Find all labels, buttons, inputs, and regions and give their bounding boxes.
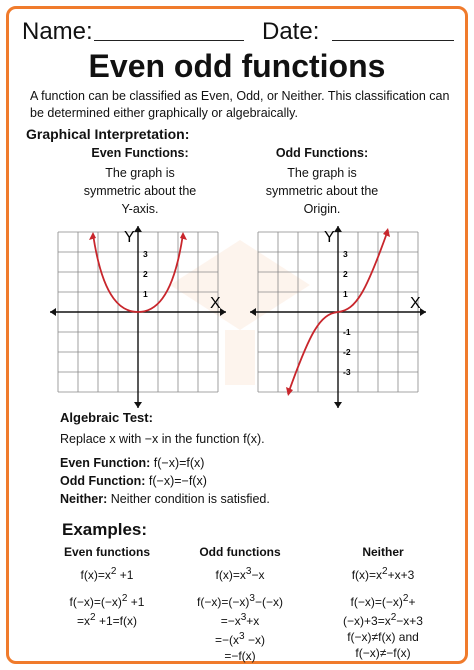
odd-desc-line3: Origin. [303,202,341,216]
odd-description [242,164,402,218]
neither-example-line5: f(−x)≠−f(x) [355,646,411,660]
even-desc-line3: Y-axis. [121,202,159,216]
odd-tick-neg2: -2 [343,347,351,357]
neither-rule-row [60,492,270,506]
header-row [22,18,457,48]
even-heading: Even Functions: [91,146,189,160]
odd-rule-row [60,474,207,488]
neither-examples-heading: Neither [362,545,404,559]
odd-tick-neg3: -3 [343,367,351,377]
odd-desc-line1: The graph is [287,166,357,180]
odd-examples-heading: Odd functions [199,545,281,559]
odd-example-line5: =−f(x) [224,649,256,663]
odd-function-graph [248,222,428,412]
odd-example-line2: $f(-x)=(-x)^3-(-x)$ [197,593,283,609]
even-tick-1: 1 [143,289,148,299]
even-examples-heading: Even functions [63,545,150,559]
odd-tick-2: 2 [343,269,348,279]
even-description [60,164,220,218]
graphical-heading: Graphical Interpretation: [26,126,190,142]
name-line[interactable] [94,40,244,41]
odd-desc-line2: symmetric about the [265,184,379,198]
date-label: Date: [262,18,320,45]
even-rule-row [60,456,204,470]
even-tick-3: 3 [143,249,148,259]
even-examples-column [52,544,162,629]
odd-tick-3: 3 [343,249,348,259]
odd-rule-label: Odd Function: [60,474,146,488]
even-example-line2: $f(-x)=(-x)^2 +1$ [69,593,145,609]
odd-tick-1: 1 [343,289,348,299]
even-example-line1: $f(x)=x^2 +1$ [80,566,134,582]
replace-instruction: Replace x with −x in the function f(x). [60,432,265,446]
neither-example-line1: $f(x)=x^2+x+3$ [351,566,415,582]
even-rule-text: f(−x)=f(x) [153,456,205,470]
name-label: Name: [22,18,93,45]
odd-example-line4: $=-(x^3 -x)$ [215,631,265,647]
intro-text: A function can be classified as Even, Odd, or Neither. This classification can be determined either graphically or algebraically. [30,89,450,120]
even-desc-line2: symmetric about the [83,184,197,198]
even-tick-2: 2 [143,269,148,279]
date-line[interactable] [332,40,454,41]
odd-examples-column [180,544,300,664]
odd-x-label: X [410,295,421,312]
neither-example-line2: $f(-x)=(-x)^2+$ [350,593,416,609]
odd-y-label: Y [324,229,335,246]
odd-example-line3: $=-x^3+x$ [220,612,260,628]
odd-heading: Odd Functions: [275,146,369,160]
even-example-line3: $=x^2 +1=f(x)$ [77,612,137,628]
page-title: Even odd functions [88,48,386,84]
odd-rule-text: f(−x)=−f(x) [148,474,207,488]
even-y-label: Y [124,229,135,246]
neither-rule-label: Neither: [60,492,108,506]
neither-example-line3: $(-x)+3=x^2-x+3$ [343,612,423,628]
odd-example-line1: $f(x)=x^3-x$ [215,566,265,582]
odd-tick-neg1: -1 [343,327,351,337]
even-x-label: X [210,295,221,312]
even-function-graph [48,222,228,412]
even-rule-label: Even Function: [60,456,151,470]
neither-rule-text: Neither condition is satisfied. [110,492,270,506]
algebraic-heading: Algebraic Test: [60,410,153,425]
even-desc-line1: The graph is [105,166,175,180]
neither-example-line4: f(−x)≠f(x) and [347,630,419,644]
neither-examples-column [318,544,448,661]
examples-heading: Examples: [62,520,148,539]
